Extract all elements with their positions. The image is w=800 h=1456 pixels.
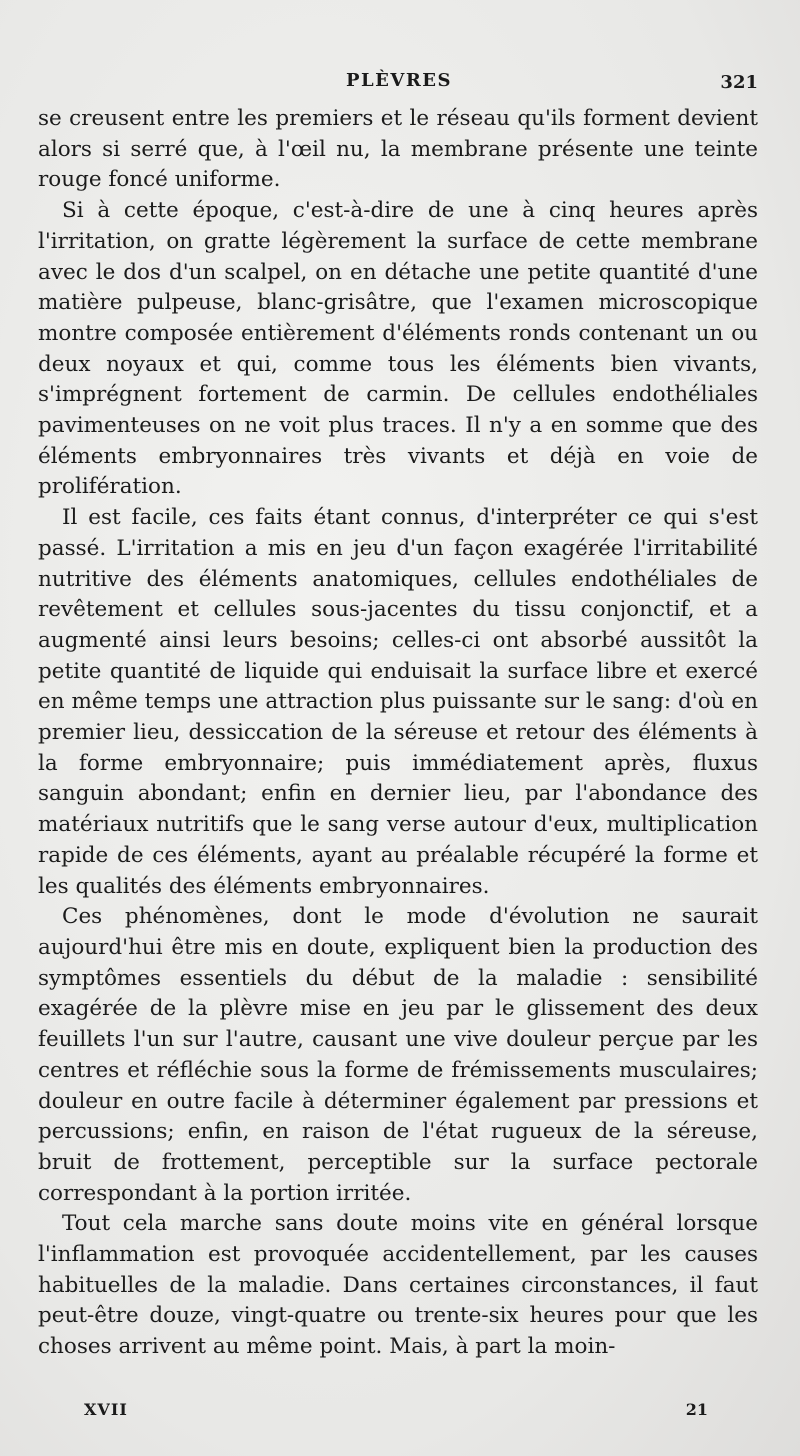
signature-mark: XVII <box>84 1400 128 1419</box>
page-footer <box>84 1400 708 1426</box>
signature-number: 21 <box>685 1400 708 1419</box>
paragraph-continued: se creusent entre les premiers et le réseau qu'ils forment devient alors si serré que, à l'œil nu, la membrane présente une teinte rouge foncé uniforme. <box>38 106 758 193</box>
page-header <box>40 70 758 100</box>
paragraph: Tout cela marche sans doute moins vite en général lorsque l'inflammation est provoquée accidentellement, par les causes habituelles de la maladie. Dans certaines circonstances, il faut peut-être douze, vingt-quatre ou trente-six heures pour que les choses arrivent au même point. Mais, à part la moin- <box>38 1211 758 1360</box>
page-number: 321 <box>720 72 758 93</box>
paragraph: Ces phénomènes, dont le mode d'évolution ne saurait aujourd'hui être mis en doute, expliquent bien la production des symptômes essentiels du début de la maladie : sensibilité exagérée de la plèvre mise en jeu par le glissement des deux feuillets l'un sur l'autre, causant une vive douleur perçue par les centres et réfléchie sous la forme de frémissements musculaires; douleur en outre facile à déterminer également par pressions et percussions; enfin, en raison de l'état rugueux de la séreuse, bruit de frottement, perceptible sur la surface pectorale correspondant à la portion irritée. <box>38 904 758 1206</box>
running-title: PLÈVRES <box>345 70 453 91</box>
page-body <box>38 104 758 1363</box>
paragraph: Il est facile, ces faits étant connus, d'interpréter ce qui s'est passé. L'irritation a mis en jeu d'un façon exagérée l'irritabilité nutritive des éléments anatomiques, cellules endothéliales de revêtement et cellules sous-jacentes du tissu conjonctif, et a augmenté ainsi leurs besoins; celles-ci ont absorbé aussitôt la petite quantité de liquide qui enduisait la surface libre et exercé en même temps une attraction plus puissante sur le sang: d'où en premier lieu, dessiccation de la séreuse et retour des éléments à la forme embryonnaire; puis immédiatement après, fluxus sanguin abondant; enfin en dernier lieu, par l'abondance des matériaux nutritifs que le sang verse autour d'eux, multiplication rapide de ces éléments, ayant au préalable récupéré la forme et les qualités des éléments embryonnaires. <box>38 505 758 899</box>
paragraph: Si à cette époque, c'est-à-dire de une à cinq heures après l'irritation, on gratte légèrement la surface de cette membrane avec le dos d'un scalpel, on en détache une petite quantité d'une matière pulpeuse, blanc-grisâtre, que l'examen microscopique montre composée entièrement d'éléments ronds contenant un ou deux noyaux et qui, comme tous les éléments bien vivants, s'imprégnent fortement de carmin. De cellules endothéliales pavimenteuses on ne voit plus traces. Il n'y a en somme que des éléments embryonnaires très vivants et déjà en voie de prolifération. <box>38 198 758 500</box>
